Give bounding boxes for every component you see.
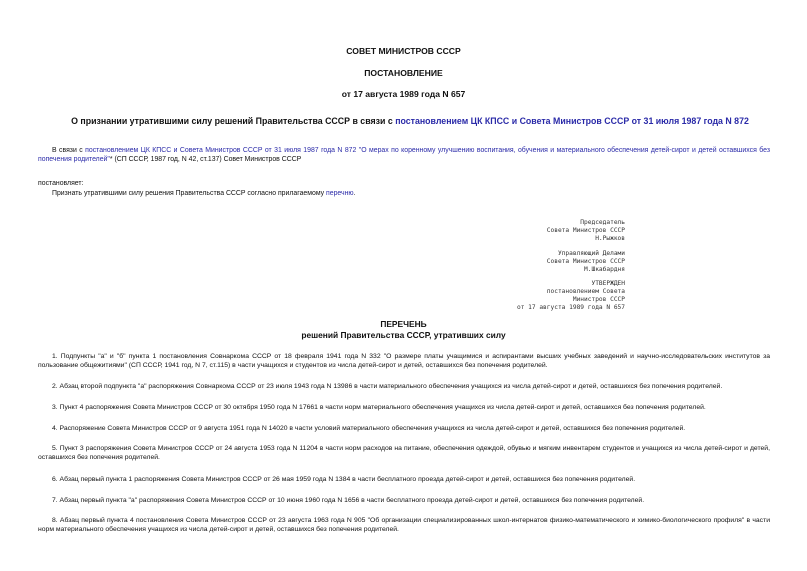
list-subtitle: решений Правительства СССР, утративших силу — [301, 330, 506, 340]
approval-line: постановлением Совета — [546, 287, 625, 295]
preamble-text-start: В связи с — [52, 147, 86, 154]
approval-stamp — [420, 280, 625, 312]
document-type-heading: ПОСТАНОВЛЕНИЕ — [364, 68, 443, 78]
resolution-text-start: Признать утратившими силу решения Правительства СССР согласно прилагаемому — [52, 190, 326, 197]
document-date-number: от 17 августа 1989 года N 657 — [341, 89, 466, 99]
resolution-paragraph — [38, 189, 770, 198]
signature-line: Совета Министров СССР — [546, 257, 625, 265]
list-item: 6. Абзац первый пункта 1 распоряжения Совета Министров СССР от 26 мая 1959 года N 1384 в части бесплатного проезда детей-сирот и детей, оставшихся без попечения родителей. — [52, 476, 636, 483]
list-item: 5. Пункт 3 распоряжения Совета Министров СССР от 24 августа 1953 года N 11204 в части норм расходов на питание, обеспечения одеждой, обувью и мягким инвентарем студентов и учащихся из числа детей-сирот и детей, оставшихся без попечения родителей. — [38, 445, 770, 462]
list-item: 3. Пункт 4 распоряжения Совета Министров СССР от 30 октября 1950 года N 17661 в части норм материального обеспечения учащихся из числа детей-сирот и детей, оставшихся без попечения родителей. — [52, 404, 706, 411]
list-item: 4. Распоряжение Совета Министров СССР от 9 августа 1951 года N 14020 в части условий материального обеспечения учащихся из числа детей-сирот и детей, оставшихся без попечения родителей. — [52, 425, 686, 432]
signature-line: Председатель — [580, 219, 625, 226]
issuer-heading: СОВЕТ МИНИСТРОВ СССР — [346, 46, 461, 56]
title-text: О признании утратившими силу решений Правительства СССР в связи с — [71, 116, 396, 126]
preamble-reference-link[interactable]: постановлением ЦК КПСС и Совета Министров СССР от 31 июля 1987 года N 872 "О мерах по коренному улучшению воспитания, обучения и материального обеспечения детей-сирот и детей оставшихся без попечения родителей" — [38, 147, 770, 164]
preamble-paragraph — [38, 146, 770, 165]
signature-line: Совета Министров СССР — [546, 226, 625, 234]
list-title: ПЕРЕЧЕНЬ — [380, 319, 427, 329]
resolves-label: постановляет: — [38, 180, 84, 187]
signature-line: Н.Рыжков — [595, 234, 625, 242]
document-title — [30, 116, 790, 126]
preamble-text-end: * (СП СССР, 1987 год, N 42, ст.137) Совет Министров СССР — [109, 156, 302, 164]
approval-line: Министров СССР — [572, 295, 625, 303]
list-reference-link[interactable]: перечню — [326, 190, 354, 197]
list-item: 7. Абзац первый пункта "а" распоряжения Совета Министров СССР от 10 июня 1960 года N 1656 в части бесплатного проезда детей-сирот и детей, оставшихся без попечения родителей. — [52, 497, 645, 504]
title-reference-link[interactable]: постановлением ЦК КПСС и Совета Министров СССР от 31 июля 1987 года N 872 — [395, 116, 749, 126]
approval-line: УТВЕРЖДЕН — [591, 280, 625, 287]
list-item: 8. Абзац первый пункта 4 постановления Совета Министров СССР от 23 августа 1963 года N 905 "Об организации специализированных школ-интернатов физико-математического и химико-биологического профиля" в части норм материального обеспечения учащихся из числа детей-сирот и детей, оставшихся без попечения родителей. — [38, 517, 770, 534]
signature-line: М.Шкабардня — [584, 265, 625, 273]
list-item: 1. Подпункты "а" и "б" пункта 1 постановления Совнаркома СССР от 18 февраля 1941 года N 332 "О размере платы учащимися и аспирантами высших учебных заведений и научно-исследовательских институтов за пользование общежитиями" (СП СССР, 1941 год, N 7, ст.115) в части учащихся и студентов из числа детей-сирот и детей, оставшихся без попечения родителей. — [38, 353, 770, 370]
list-item: 2. Абзац второй подпункта "а" распоряжения Совнаркома СССР от 23 июля 1943 года N 13986 в части материального обеспечения учащихся из числа детей-сирот и детей, оставшихся без попечения родителей. — [52, 383, 723, 390]
approval-line: от 17 августа 1989 года N 657 — [516, 303, 625, 311]
resolution-text-end: . — [353, 190, 356, 197]
signature-line: Управляющий Делами — [557, 250, 625, 257]
signature-affairs-manager — [420, 250, 625, 274]
signature-chairman — [420, 219, 625, 243]
